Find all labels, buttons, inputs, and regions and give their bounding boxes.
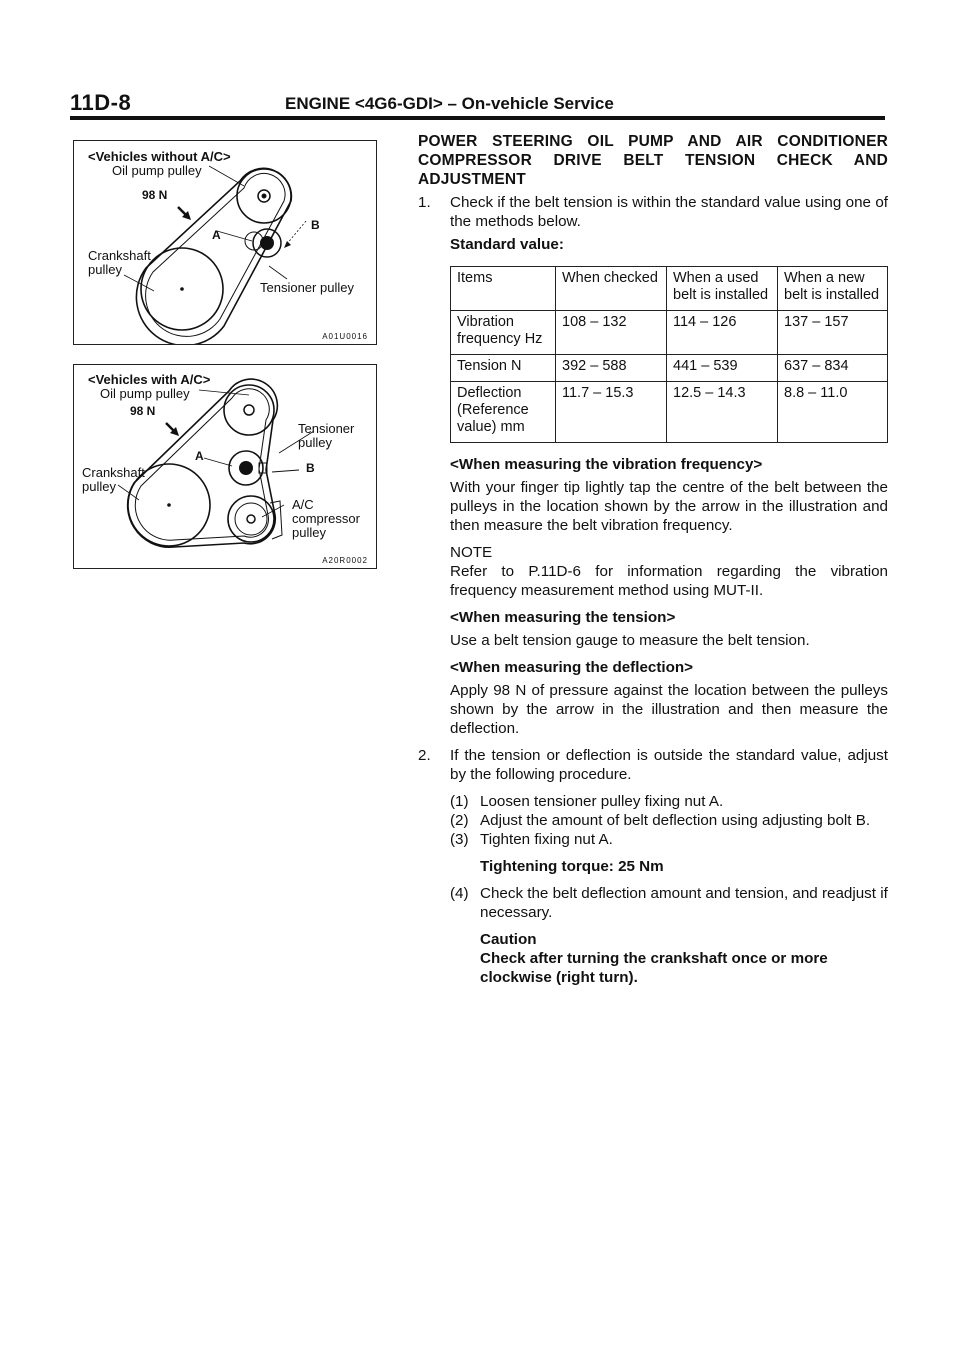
substep-text: Tighten fixing nut A. bbox=[480, 831, 613, 848]
step-2 bbox=[418, 746, 888, 784]
label-crankshaft: Crankshaft bbox=[82, 465, 145, 480]
figure-with-ac bbox=[73, 364, 377, 569]
substep-number: (2) bbox=[450, 812, 469, 829]
label-tensioner: Tensioner bbox=[298, 421, 355, 436]
label-compressor-pulley: pulley bbox=[292, 525, 326, 540]
table-header-cell: When checked bbox=[556, 267, 667, 311]
table-cell: Deflection (Reference value) mm bbox=[451, 382, 556, 443]
section-title: POWER STEERING OIL PUMP AND AIR CONDITIONER COMPRESSOR DRIVE BELT TENSION CHECK AND ADJUSTMENT bbox=[418, 133, 888, 188]
note-text: Refer to P.11D-6 for information regarding the vibration frequency measurement method using MUT-II. bbox=[450, 563, 888, 599]
table-cell: 637 – 834 bbox=[778, 355, 888, 382]
label-ac: A/C bbox=[292, 497, 314, 512]
label-b: B bbox=[311, 218, 320, 232]
torque-spec: Tightening torque: 25 Nm bbox=[480, 858, 664, 875]
substeps bbox=[418, 792, 888, 987]
table-cell: 8.8 – 11.0 bbox=[778, 382, 888, 443]
figure-code: A01U0016 bbox=[322, 332, 368, 341]
header-rule bbox=[70, 116, 885, 120]
substep-text: Adjust the amount of belt deflection using adjusting bolt B. bbox=[480, 812, 871, 829]
table-header-row bbox=[451, 267, 888, 311]
label-crankshaft-pulley: pulley bbox=[82, 479, 116, 494]
table-header-cell: When a new belt is installed bbox=[778, 267, 888, 311]
table-cell: Tension N bbox=[451, 355, 556, 382]
table-cell: 137 – 157 bbox=[778, 311, 888, 355]
step-text: If the tension or deflection is outside the standard value, adjust by the following procedure. bbox=[450, 747, 888, 783]
standard-value-label: Standard value: bbox=[450, 236, 564, 253]
figure-code: A20R0002 bbox=[322, 556, 368, 565]
label-b: B bbox=[306, 461, 315, 475]
step-text: Check if the belt tension is within the standard value using one of the methods below. bbox=[450, 194, 888, 230]
substep-1 bbox=[450, 792, 888, 811]
table-cell: 108 – 132 bbox=[556, 311, 667, 355]
substep-number: (4) bbox=[450, 885, 469, 902]
substep-text: Loosen tensioner pulley fixing nut A. bbox=[480, 793, 724, 810]
procedure-section bbox=[418, 132, 888, 987]
vibration-text: With your finger tip lightly tap the centre of the belt between the pulleys in the location shown by the arrow in the illustration and then measure the belt vibration frequency. bbox=[450, 479, 888, 534]
tension-text: Use a belt tension gauge to measure the belt tension. bbox=[450, 632, 810, 649]
figure-caption: <Vehicles without A/C> bbox=[88, 149, 231, 164]
label-a: A bbox=[195, 449, 204, 463]
table-cell: Vibration frequency Hz bbox=[451, 311, 556, 355]
label-crankshaft-pulley: pulley bbox=[88, 262, 122, 277]
caution-body: Check after turning the crankshaft once or more clockwise (right turn). bbox=[480, 950, 828, 986]
label-compressor: compressor bbox=[292, 511, 360, 526]
substep-number: (1) bbox=[450, 793, 469, 810]
table-header-cell: When a used belt is installed bbox=[667, 267, 778, 311]
page-title: ENGINE <4G6-GDI> – On-vehicle Service bbox=[285, 94, 614, 113]
vibration-heading: <When measuring the vibration frequency> bbox=[450, 456, 763, 473]
substep-2 bbox=[450, 811, 888, 830]
note-label: NOTE bbox=[450, 544, 493, 561]
label-tensioner-pulley: Tensioner pulley bbox=[260, 280, 354, 295]
label-crankshaft: Crankshaft bbox=[88, 248, 151, 263]
tightening-torque bbox=[450, 857, 888, 876]
substep-number: (3) bbox=[450, 831, 469, 848]
caution-label bbox=[450, 930, 888, 949]
caution-text bbox=[450, 949, 888, 987]
label-a: A bbox=[212, 228, 221, 242]
deflection-text: Apply 98 N of pressure against the location between the pulleys shown by the arrow in the illustration and then measure the deflection. bbox=[450, 682, 888, 737]
page-number: 11D-8 bbox=[70, 90, 132, 115]
table-cell: 392 – 588 bbox=[556, 355, 667, 382]
table-cell: 441 – 539 bbox=[667, 355, 778, 382]
table-cell: 11.7 – 15.3 bbox=[556, 382, 667, 443]
step-number: 1. bbox=[418, 194, 431, 211]
label-tensioner-pulley: pulley bbox=[298, 435, 332, 450]
figure-caption: <Vehicles with A/C> bbox=[88, 372, 211, 387]
figure-without-ac bbox=[73, 140, 377, 345]
step-1 bbox=[418, 193, 888, 231]
caution-title: Caution bbox=[480, 931, 537, 948]
step-number: 2. bbox=[418, 747, 431, 764]
table-row bbox=[451, 311, 888, 355]
label-force: 98 N bbox=[130, 404, 156, 418]
label-oil-pump-pulley: Oil pump pulley bbox=[100, 386, 190, 401]
substep-3 bbox=[450, 830, 888, 849]
standard-value-table bbox=[450, 266, 888, 443]
table-cell: 114 – 126 bbox=[667, 311, 778, 355]
substep-text: Check the belt deflection amount and tension, and readjust if necessary. bbox=[480, 885, 888, 921]
table-cell: 12.5 – 14.3 bbox=[667, 382, 778, 443]
deflection-heading: <When measuring the deflection> bbox=[450, 659, 694, 676]
label-force: 98 N bbox=[142, 188, 168, 202]
substep-4 bbox=[450, 884, 888, 922]
table-row bbox=[451, 355, 888, 382]
tension-heading: <When measuring the tension> bbox=[450, 609, 676, 626]
table-header-cell: Items bbox=[451, 267, 556, 311]
label-oil-pump-pulley: Oil pump pulley bbox=[112, 163, 202, 178]
table-row bbox=[451, 382, 888, 443]
